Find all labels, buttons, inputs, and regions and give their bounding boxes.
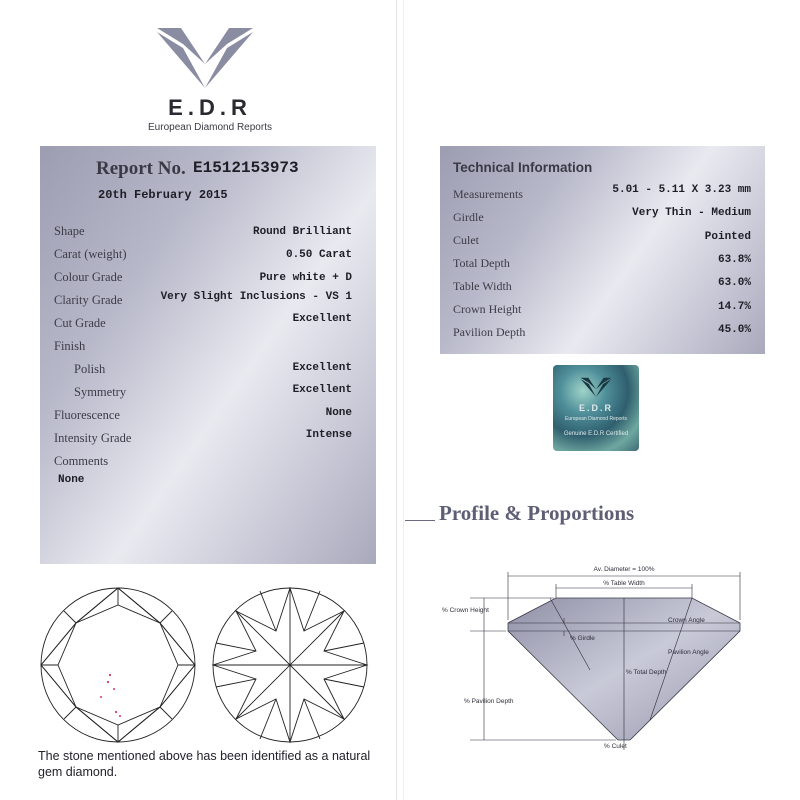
crown-angle-label: Crown Angle [668,617,705,624]
crown-height-label: Crown Height [453,302,522,316]
diamond-proportions-diagram [440,560,770,760]
polish-value: Excellent [292,362,352,374]
colour-grade-label: Colour Grade [54,270,123,284]
crown-height-diagram-label: % Crown Height [442,607,489,614]
hologram-diamond-icon [580,375,612,399]
diamond-logo-icon [155,24,255,90]
culet-diagram-label: % Culet [604,743,627,750]
inclusion-marks [100,674,121,717]
profile-title-rule [405,520,435,521]
fluorescence-label: Fluorescence [54,408,120,422]
hologram-subtitle: European Diamond Reports [565,416,627,422]
page-fold-line [396,0,397,800]
report-title: Report No. [96,158,186,179]
pavilion-depth-diagram-label: % Pavilion Depth [464,698,514,705]
technical-title: Technical Information [453,160,593,175]
cut-grade-value: Excellent [292,313,352,325]
fluorescence-value: None [325,407,352,419]
hologram-caption: Genuine E.D.R Certified [563,431,629,437]
intensity-grade-value: Intense [305,429,352,441]
report-number: E1512153973 [193,159,299,177]
symmetry-label: Symmetry [74,385,127,399]
total-depth-diagram-label: % Total Depth [626,669,667,676]
carat-value: 0.50 Carat [285,249,352,261]
total-depth-label: Total Depth [453,256,510,270]
report-date: 20th February 2015 [98,188,228,202]
clarity-grade-label: Clarity Grade [54,293,123,307]
brand-subtitle: European Diamond Reports [148,122,272,133]
comments-label: Comments [54,454,109,468]
crown-view-diagram [41,588,195,742]
comments-value: None [58,474,85,486]
shape-value: Round Brilliant [252,226,352,238]
girdle-label: Girdle [453,210,484,224]
girdle-value: Very Thin - Medium [632,207,751,219]
pavilion-view-diagram [213,588,367,742]
carat-label: Carat (weight) [54,247,127,261]
total-depth-value: 63.8% [717,254,751,266]
symmetry-value: Excellent [292,384,352,396]
profile-title: Profile & Proportions [439,501,635,525]
hologram-brand: E.D.R [578,403,613,413]
diameter-label: Av. Diameter = 100% [593,566,655,573]
facet-plot-diagrams [38,585,388,745]
brand-name: E.D.R [168,95,252,120]
measurements-value: 5.01 - 5.11 X 3.23 mm [612,184,751,196]
finish-label: Finish [54,339,86,353]
girdle-diagram-label: % Girdle [570,635,595,642]
technical-panel [440,146,765,354]
table-width-label: Table Width [453,279,512,293]
pavilion-angle-label: Pavilion Angle [668,649,709,656]
colour-grade-value: Pure white + D [259,272,352,284]
report-panel [40,146,376,564]
pavilion-depth-label: Pavilion Depth [453,325,526,339]
hologram-seal [553,365,639,451]
intensity-grade-label: Intensity Grade [54,431,132,445]
identification-note: The stone mentioned above has been identified as a natural gem diamond. [38,749,371,779]
measurements-label: Measurements [453,187,523,201]
pavilion-depth-value: 45.0% [717,324,751,336]
cut-grade-label: Cut Grade [54,316,106,330]
table-width-value: 63.0% [717,277,751,289]
culet-value: Pointed [704,231,751,243]
shape-label: Shape [54,224,85,238]
page-fold-shadow [403,0,404,800]
table-width-diagram-label: % Table Width [603,580,645,587]
polish-label: Polish [74,362,106,376]
crown-height-value: 14.7% [717,301,751,313]
culet-label: Culet [453,233,479,247]
clarity-grade-value: Very Slight Inclusions - VS 1 [160,291,352,303]
